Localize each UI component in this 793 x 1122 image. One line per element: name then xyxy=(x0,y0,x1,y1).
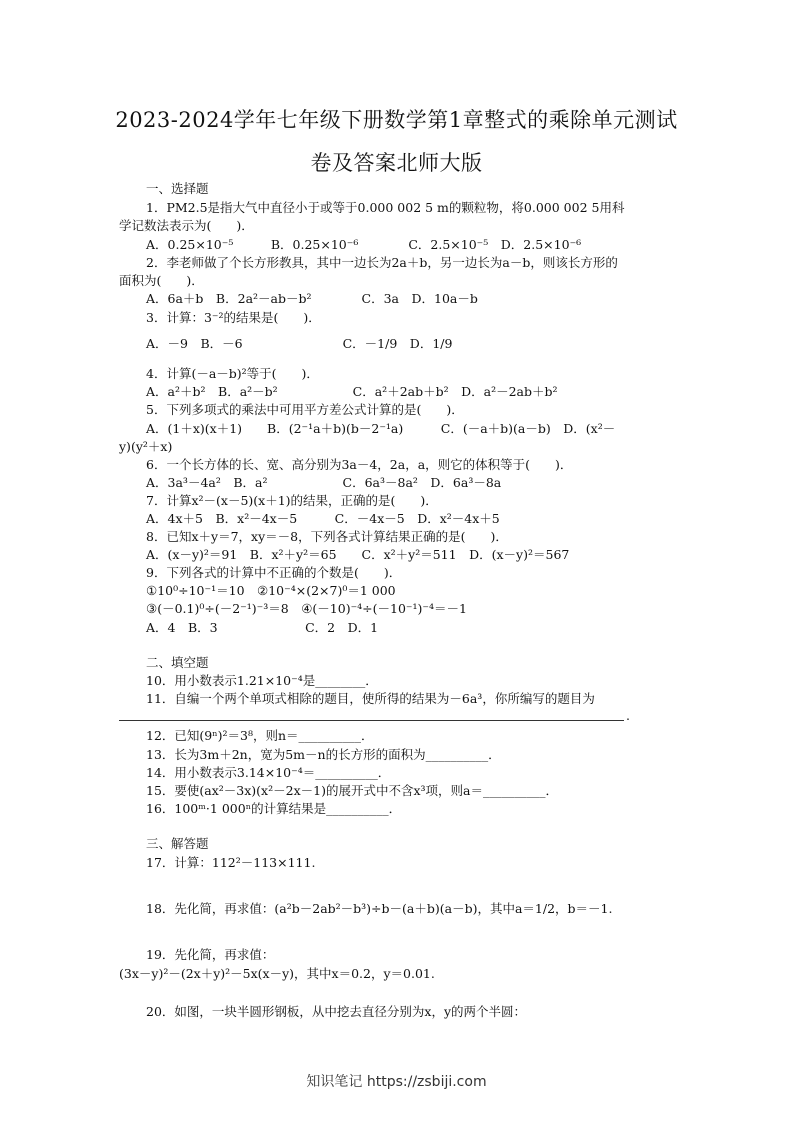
question-line: 3．计算：3⁻²的结果是( )． xyxy=(146,310,321,325)
question-line: 8．已知x＋y＝7，xy＝－8，下列各式计算结果正确的是( )． xyxy=(146,529,508,544)
question-line: 12．已知(9ⁿ)²＝3⁸，则n＝__________． xyxy=(146,728,374,743)
question-line: 6．一个长方体的长、宽、高分别为3a－4，2a，a，则它的体积等于( )． xyxy=(146,457,573,472)
question-line: 16．100ᵐ·1 000ⁿ的计算结果是__________． xyxy=(146,801,402,816)
option-line: y)(y²＋x) xyxy=(119,439,173,454)
question-line: 10．用小数表示1.21×10⁻⁴是________． xyxy=(146,673,378,688)
question-line: 7．计算x²－(x－5)(x＋1)的结果，正确的是( )． xyxy=(146,493,438,508)
question-line: 5．下列多项式的乘法中可用平方差公式计算的是( )． xyxy=(146,402,464,417)
question-line: 19．先化简，再求值： xyxy=(146,947,275,962)
question-line: 11．自编一个两个单项式相除的题目，使所得的结果为－6a³，你所编写的题目为 xyxy=(146,691,595,706)
section-heading-choice: 一、选择题 xyxy=(146,181,209,196)
statement-line: ③(－0.1)⁰÷(－2⁻¹)⁻³＝8 ④(－10)⁻⁴÷(－10⁻¹)⁻⁴＝－1 xyxy=(146,601,467,616)
option-line: A．0.25×10⁻⁵ B．0.25×10⁻⁶ C．2.5×10⁻⁵ D．2.5×10⁻⁶ xyxy=(146,237,582,252)
question-line: 4．计算(－a－b)²等于( )． xyxy=(146,366,319,381)
question-line: 17．计算：112²－113×111. xyxy=(146,855,316,870)
question-line: 学记数法表示为( )． xyxy=(119,218,254,233)
question-line: (3x－y)²－(2x＋y)²－5x(x－y)，其中x＝0.2，y＝0.01. xyxy=(119,966,435,981)
option-line: A．(1＋x)(x＋1) B．(2⁻¹a＋b)(b－2⁻¹a) C．(－a＋b)(a－b) D．(x²－ xyxy=(146,421,616,436)
option-line: A．4 B．3 C．2 D．1 xyxy=(146,620,379,635)
question-line: 15．要使(ax²－3x)(x²－2x－1)的展开式中不含x³项，则a＝__________． xyxy=(146,783,558,798)
answer-blank-line xyxy=(119,720,624,721)
option-line: A．－9 B．－6 C．－1/9 D．1/9 xyxy=(146,336,453,351)
option-line: A．3a³－4a² B．a² C．6a³－8a² D．6a³－8a xyxy=(146,475,502,490)
question-line: 面积为( )． xyxy=(119,273,204,288)
end-mark: . xyxy=(626,708,630,723)
section-heading-fill: 二、填空题 xyxy=(146,655,209,670)
document-title-line2: 卷及答案北师大版 xyxy=(310,151,483,175)
question-line: 14．用小数表示3.14×10⁻⁴＝__________． xyxy=(146,765,391,780)
question-line: 20．如图，一块半圆形钢板，从中挖去直径分别为x，y的两个半圆： xyxy=(146,1004,527,1019)
section-heading-solve: 三、解答题 xyxy=(146,836,209,851)
footer-watermark: 知识笔记 https://zsbiji.com xyxy=(306,1074,487,1090)
option-line: A．4x＋5 B．x²－4x－5 C．－4x－5 D．x²－4x＋5 xyxy=(146,511,500,526)
document-title-line1: 2023-2024学年七年级下册数学第1章整式的乘除单元测试 xyxy=(115,108,678,132)
question-line: 18．先化简，再求值：(a²b－2ab²－b³)÷b－(a＋b)(a－b)，其中a＝1/2，b＝－1. xyxy=(146,901,613,916)
question-line: 9．下列各式的计算中不正确的个数是( )． xyxy=(146,565,402,580)
option-line: A．6a＋b B．2a²－ab－b² C．3a D．10a－b xyxy=(146,291,478,306)
option-line: A．(x－y)²＝91 B．x²＋y²＝65 C．x²＋y²＝511 D．(x－y)²＝567 xyxy=(146,547,570,562)
option-line: A．a²＋b² B．a²－b² C．a²＋2ab＋b² D．a²－2ab＋b² xyxy=(146,384,558,399)
statement-line: ①10⁰÷10⁻¹＝10 ②10⁻⁴×(2×7)⁰＝1 000 xyxy=(146,583,396,598)
question-line: 13．长为3m＋2n，宽为5m－n的长方形的面积为__________． xyxy=(146,747,501,762)
question-line: 2．李老师做了个长方形教具，其中一边长为2a＋b，另一边长为a－b，则该长方形的 xyxy=(146,255,618,270)
question-line: 1．PM2.5是指大气中直径小于或等于0.000 002 5 m的颗粒物，将0.000 002 5用科 xyxy=(146,200,625,215)
